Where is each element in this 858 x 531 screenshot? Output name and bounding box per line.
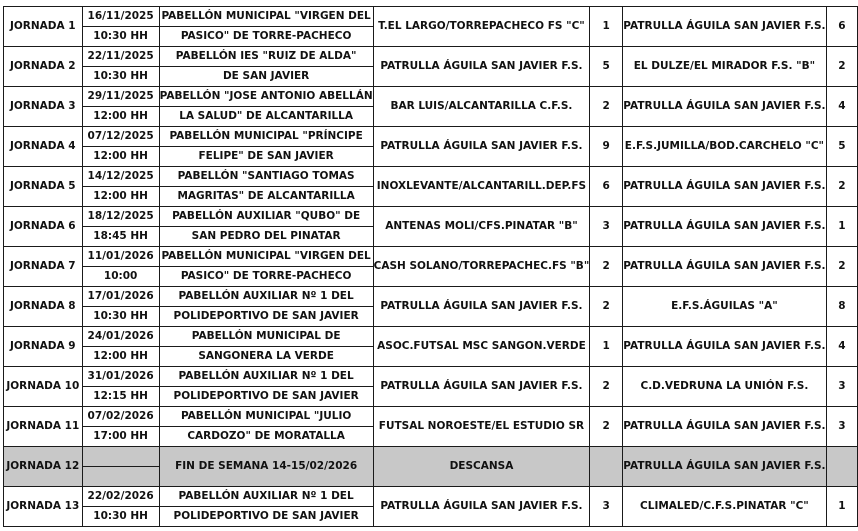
fixture-row	[4, 287, 858, 307]
fixture-row	[4, 487, 858, 507]
away-score: 1	[826, 207, 857, 247]
match-date: 07/02/2026	[82, 407, 159, 427]
home-team: T.EL LARGO/TORREPACHECO FS "C"	[373, 7, 590, 47]
matchday-label: JORNADA 6	[4, 207, 83, 247]
match-time: 10:30 HH	[82, 27, 159, 47]
home-score: 3	[590, 207, 623, 247]
away-score	[826, 447, 857, 487]
matchday-label: JORNADA 12	[4, 447, 83, 487]
matchday-label: JORNADA 11	[4, 407, 83, 447]
away-score: 5	[826, 127, 857, 167]
away-score: 2	[826, 47, 857, 87]
away-score: 2	[826, 167, 857, 207]
venue-line-2: DE SAN JAVIER	[159, 67, 373, 87]
away-team: EL DULZE/EL MIRADOR F.S. "B"	[623, 47, 827, 87]
home-score: 1	[590, 7, 623, 47]
venue-line-2: FELIPE" DE SAN JAVIER	[159, 147, 373, 167]
home-team: PATRULLA ÁGUILA SAN JAVIER F.S.	[373, 127, 590, 167]
fixtures-table	[3, 6, 858, 527]
venue-line-2: POLIDEPORTIVO DE SAN JAVIER	[159, 387, 373, 407]
fixture-row	[4, 367, 858, 387]
away-team: PATRULLA ÁGUILA SAN JAVIER F.S.	[623, 7, 827, 47]
match-date: 22/02/2026	[82, 487, 159, 507]
match-date: 16/11/2025	[82, 7, 159, 27]
home-score: 5	[590, 47, 623, 87]
matchday-label: JORNADA 5	[4, 167, 83, 207]
match-date: 24/01/2026	[82, 327, 159, 347]
match-date: 18/12/2025	[82, 207, 159, 227]
away-team: E.F.S.JUMILLA/BOD.CARCHELO "C"	[623, 127, 827, 167]
venue-line-1: FIN DE SEMANA 14-15/02/2026	[159, 447, 373, 487]
match-time: 12:00 HH	[82, 147, 159, 167]
fixture-row	[4, 167, 858, 187]
venue-line-1: PABELLÓN MUNICIPAL DE	[159, 327, 373, 347]
home-team: CASH SOLANO/TORREPACHEC.FS "B"	[373, 247, 590, 287]
away-score: 1	[826, 487, 857, 527]
match-time: 10:30 HH	[82, 507, 159, 527]
match-time: 12:00 HH	[82, 107, 159, 127]
matchday-label: JORNADA 3	[4, 87, 83, 127]
venue-line-1: PABELLÓN MUNICIPAL "VIRGEN DEL	[159, 247, 373, 267]
matchday-label: JORNADA 13	[4, 487, 83, 527]
away-team: PATRULLA ÁGUILA SAN JAVIER F.S.	[623, 87, 827, 127]
away-score: 8	[826, 287, 857, 327]
fixture-row	[4, 327, 858, 347]
match-date	[82, 447, 159, 467]
away-team: PATRULLA ÁGUILA SAN JAVIER F.S.	[623, 167, 827, 207]
home-score: 1	[590, 327, 623, 367]
match-date: 14/12/2025	[82, 167, 159, 187]
home-score: 2	[590, 247, 623, 287]
venue-line-1: PABELLÓN MUNICIPAL "JULIO	[159, 407, 373, 427]
venue-line-2: LA SALUD" DE ALCANTARILLA	[159, 107, 373, 127]
matchday-label: JORNADA 7	[4, 247, 83, 287]
home-score: 3	[590, 487, 623, 527]
fixture-row	[4, 127, 858, 147]
away-team: PATRULLA ÁGUILA SAN JAVIER F.S.	[623, 407, 827, 447]
away-team: E.F.S.ÁGUILAS "A"	[623, 287, 827, 327]
matchday-label: JORNADA 8	[4, 287, 83, 327]
match-time: 12:00 HH	[82, 187, 159, 207]
match-time: 10:30 HH	[82, 307, 159, 327]
venue-line-2: PASICO" DE TORRE-PACHECO	[159, 27, 373, 47]
home-score	[590, 447, 623, 487]
match-time: 10:00	[82, 267, 159, 287]
match-date: 07/12/2025	[82, 127, 159, 147]
away-score: 3	[826, 407, 857, 447]
home-score: 2	[590, 407, 623, 447]
home-team: PATRULLA ÁGUILA SAN JAVIER F.S.	[373, 47, 590, 87]
home-score: 2	[590, 87, 623, 127]
match-date: 22/11/2025	[82, 47, 159, 67]
away-team: PATRULLA ÁGUILA SAN JAVIER F.S.	[623, 447, 827, 487]
venue-line-2: SAN PEDRO DEL PINATAR	[159, 227, 373, 247]
venue-line-1: PABELLÓN MUNICIPAL "PRÍNCIPE	[159, 127, 373, 147]
fixture-row	[4, 47, 858, 67]
matchday-label: JORNADA 2	[4, 47, 83, 87]
away-team: CLIMALED/C.F.S.PINATAR "C"	[623, 487, 827, 527]
match-time: 12:15 HH	[82, 387, 159, 407]
matchday-label: JORNADA 9	[4, 327, 83, 367]
venue-line-2: PASICO" DE TORRE-PACHECO	[159, 267, 373, 287]
home-team: FUTSAL NOROESTE/EL ESTUDIO SR	[373, 407, 590, 447]
matchday-label: JORNADA 10	[4, 367, 83, 407]
home-score: 9	[590, 127, 623, 167]
away-team: C.D.VEDRUNA LA UNIÓN F.S.	[623, 367, 827, 407]
away-team: PATRULLA ÁGUILA SAN JAVIER F.S.	[623, 327, 827, 367]
home-team: ANTENAS MOLI/CFS.PINATAR "B"	[373, 207, 590, 247]
away-score: 6	[826, 7, 857, 47]
match-date: 11/01/2026	[82, 247, 159, 267]
fixture-row	[4, 7, 858, 27]
fixture-row	[4, 87, 858, 107]
match-date: 17/01/2026	[82, 287, 159, 307]
match-time: 10:30 HH	[82, 67, 159, 87]
home-team: BAR LUIS/ALCANTARILLA C.F.S.	[373, 87, 590, 127]
away-team: PATRULLA ÁGUILA SAN JAVIER F.S.	[623, 207, 827, 247]
venue-line-2: CARDOZO" DE MORATALLA	[159, 427, 373, 447]
venue-line-2: MAGRITAS" DE ALCANTARILLA	[159, 187, 373, 207]
match-time: 17:00 HH	[82, 427, 159, 447]
match-time: 12:00 HH	[82, 347, 159, 367]
home-score: 2	[590, 367, 623, 407]
match-date: 31/01/2026	[82, 367, 159, 387]
venue-line-2: POLIDEPORTIVO DE SAN JAVIER	[159, 507, 373, 527]
match-time	[82, 467, 159, 487]
venue-line-1: PABELLÓN AUXILIAR Nº 1 DEL	[159, 367, 373, 387]
away-team: PATRULLA ÁGUILA SAN JAVIER F.S.	[623, 247, 827, 287]
match-date: 29/11/2025	[82, 87, 159, 107]
matchday-label: JORNADA 4	[4, 127, 83, 167]
venue-line-1: PABELLÓN IES "RUIZ DE ALDA"	[159, 47, 373, 67]
away-score: 4	[826, 327, 857, 367]
fixture-row	[4, 447, 858, 467]
home-score: 6	[590, 167, 623, 207]
venue-line-1: PABELLÓN AUXILIAR Nº 1 DEL	[159, 487, 373, 507]
home-team: PATRULLA ÁGUILA SAN JAVIER F.S.	[373, 287, 590, 327]
matchday-label: JORNADA 1	[4, 7, 83, 47]
home-team: PATRULLA ÁGUILA SAN JAVIER F.S.	[373, 487, 590, 527]
venue-line-1: PABELLÓN AUXILIAR Nº 1 DEL	[159, 287, 373, 307]
venue-line-1: PABELLÓN AUXILIAR "QUBO" DE	[159, 207, 373, 227]
venue-line-1: PABELLÓN "JOSE ANTONIO ABELLÁN	[159, 87, 373, 107]
venue-line-2: POLIDEPORTIVO DE SAN JAVIER	[159, 307, 373, 327]
home-team: PATRULLA ÁGUILA SAN JAVIER F.S.	[373, 367, 590, 407]
fixture-row	[4, 407, 858, 427]
away-score: 3	[826, 367, 857, 407]
home-team: DESCANSA	[373, 447, 590, 487]
venue-line-1: PABELLÓN MUNICIPAL "VIRGEN DEL	[159, 7, 373, 27]
venue-line-2: SANGONERA LA VERDE	[159, 347, 373, 367]
away-score: 4	[826, 87, 857, 127]
away-score: 2	[826, 247, 857, 287]
match-time: 18:45 HH	[82, 227, 159, 247]
home-team: INOXLEVANTE/ALCANTARILL.DEP.FS	[373, 167, 590, 207]
venue-line-1: PABELLÓN "SANTIAGO TOMAS	[159, 167, 373, 187]
fixture-row	[4, 247, 858, 267]
fixture-row	[4, 207, 858, 227]
home-team: ASOC.FUTSAL MSC SANGON.VERDE	[373, 327, 590, 367]
home-score: 2	[590, 287, 623, 327]
